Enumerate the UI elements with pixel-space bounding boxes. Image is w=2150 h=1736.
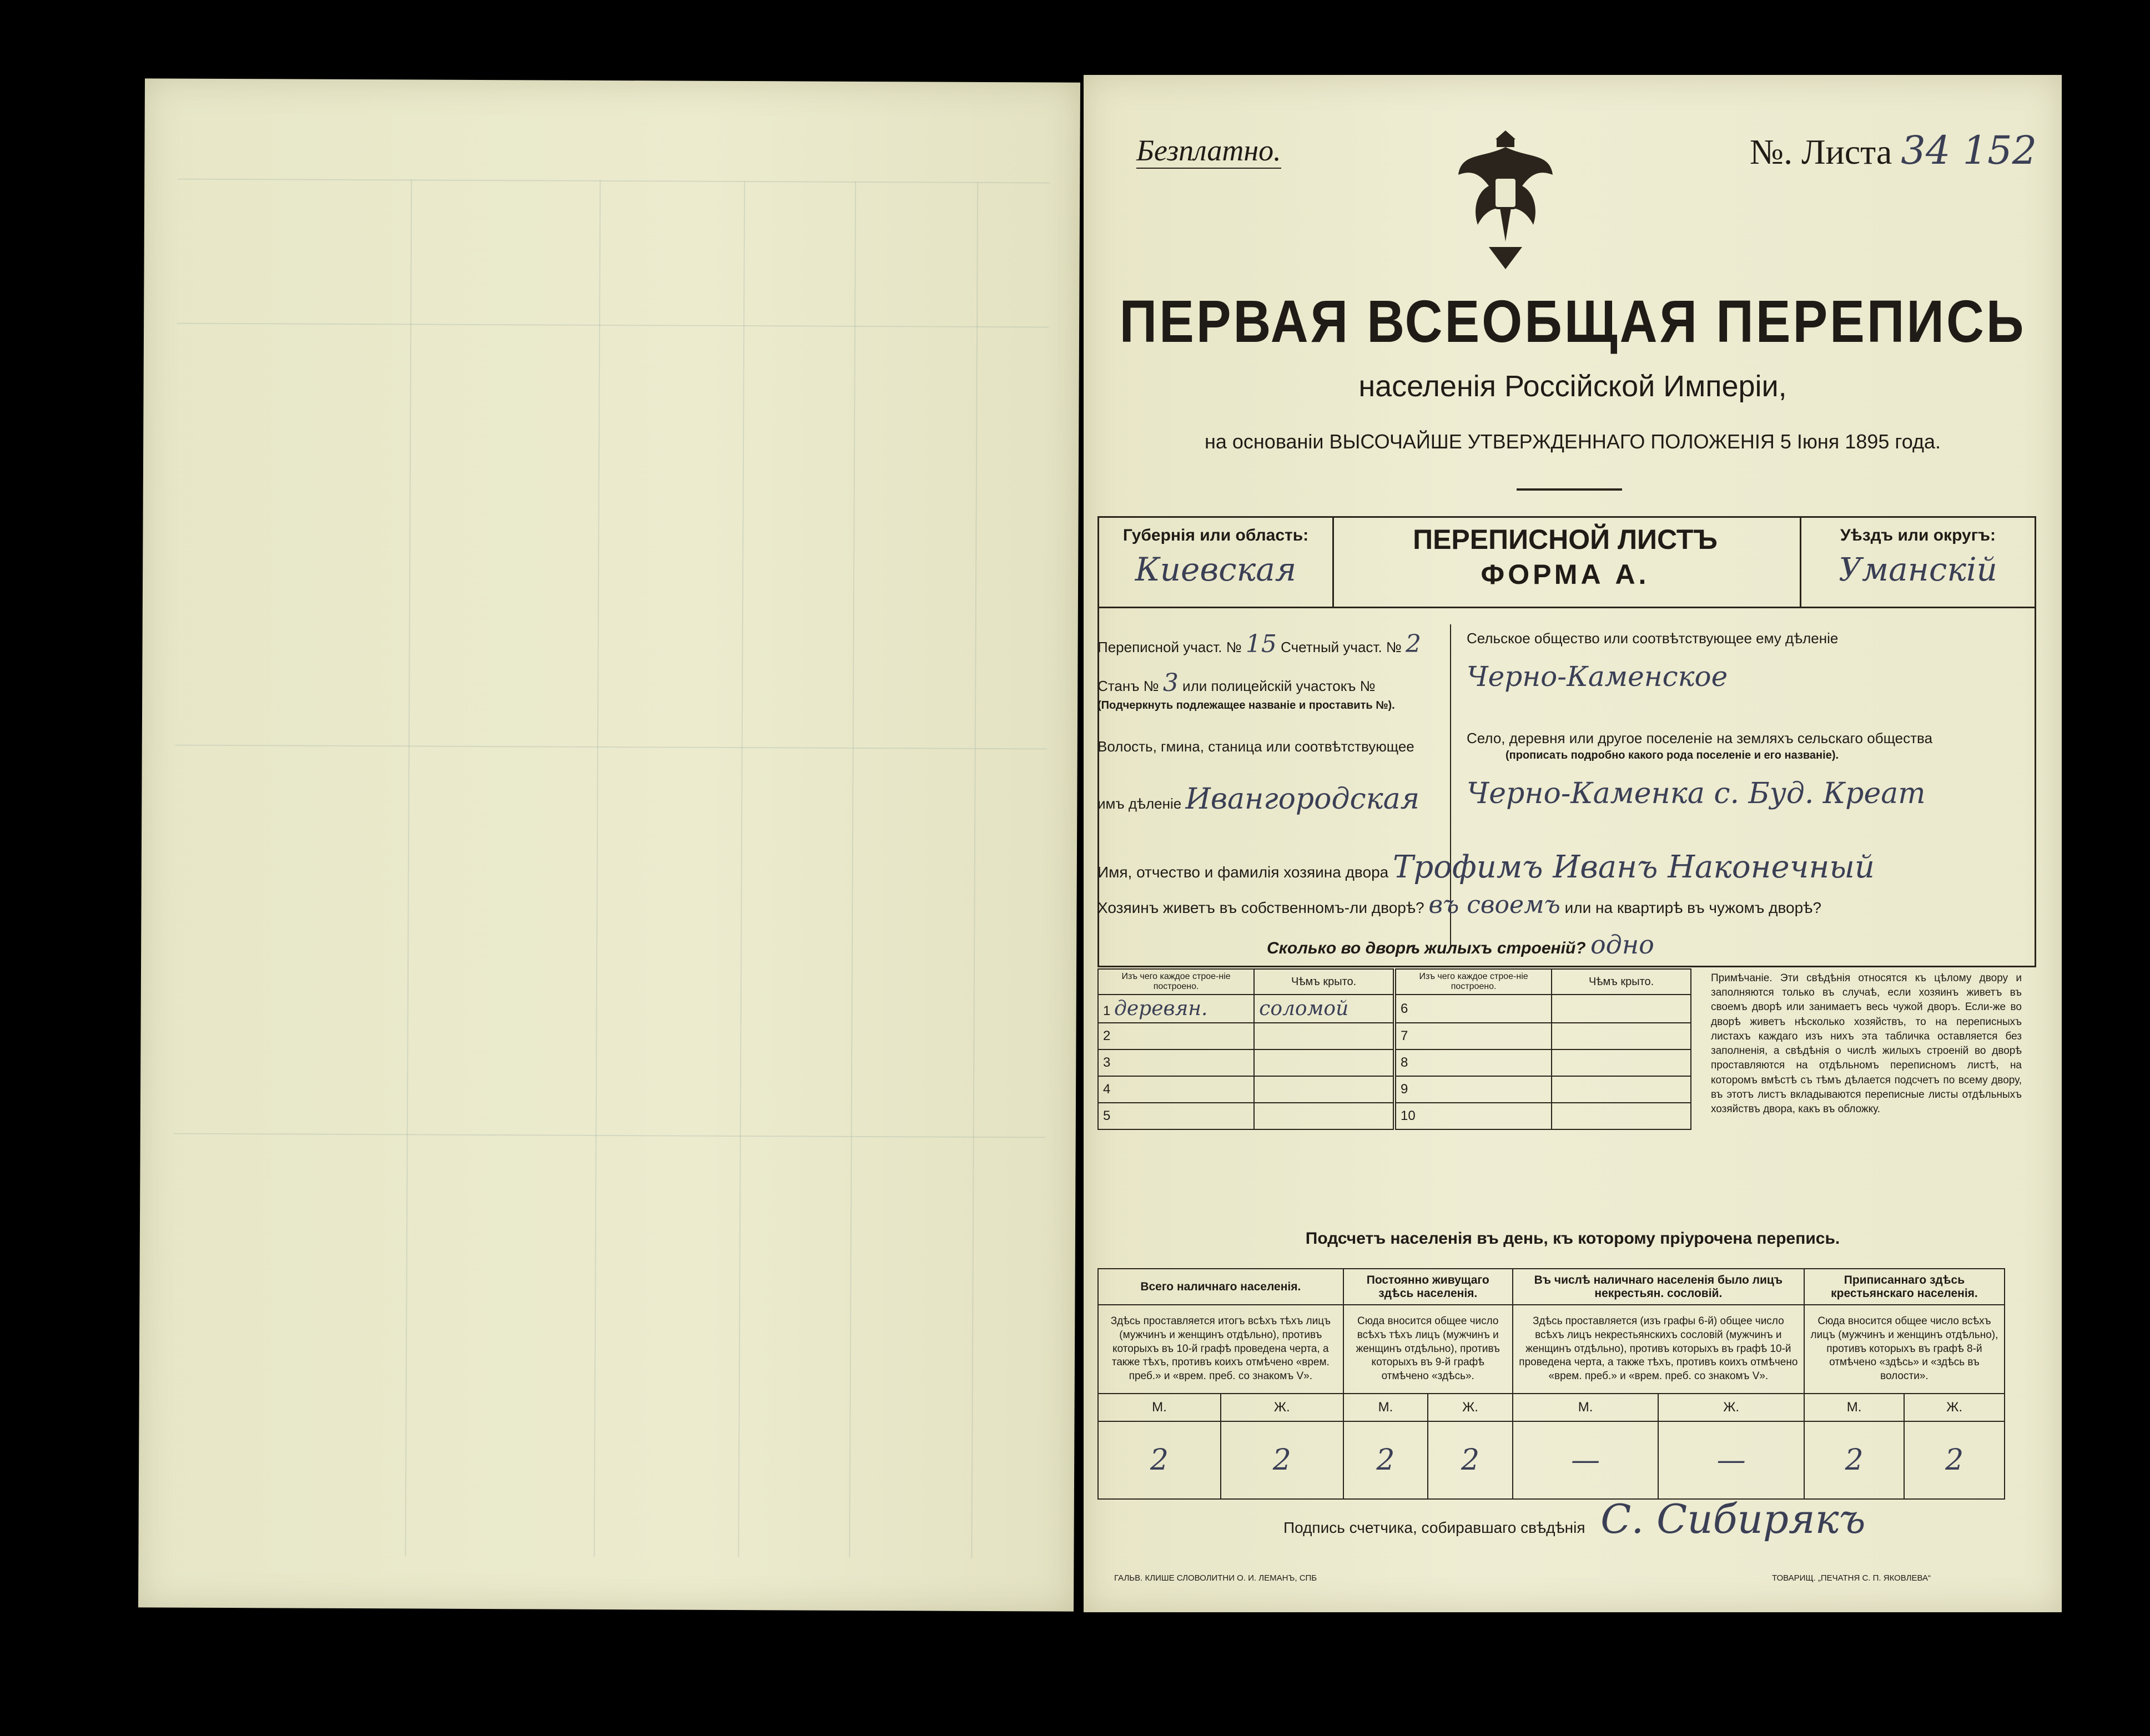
selo-label: Село, деревня или другое поселеніе на земляхъ сельскаго общества (1467, 730, 1933, 746)
faint-rule (178, 179, 1049, 184)
guberniya-box (1097, 516, 1334, 608)
faint-rule (849, 181, 856, 1558)
row-number: 5 (1103, 1108, 1111, 1123)
underline-note: (Подчеркнуть подлежащее названіе и проставить №). (1097, 699, 1395, 711)
uchastok-label: Переписной участ. № (1097, 639, 1242, 655)
double-headed-eagle-icon (1456, 125, 1555, 280)
row-number: 4 (1103, 1082, 1111, 1097)
summary-title: Подсчетъ населенія въ день, къ которому пріурочена перепись. (1305, 1229, 1840, 1248)
summary-col-desc: Здѣсь проставляется (изъ графы 6-й) общее число всѣхъ лицъ некрестьянскихъ сословій (мужчинъ и женщинъ отдѣльно), противъ которыхъ въ графѣ 10-й проведена черта, а также тѣхъ, противъ коихъ отмѣчено «врем. преб.» и «врем. преб. со знакомъ V». (1513, 1305, 1804, 1394)
sheet-number-hand: 34 152 (1901, 128, 2037, 173)
buildings-row (1267, 930, 1654, 960)
m-label: М. (1098, 1394, 1221, 1421)
table-row (1098, 995, 1691, 1023)
signature-value: С. Сибирякъ (1600, 1496, 1866, 1542)
free-label (1136, 133, 1281, 169)
uchastok-value: 15 (1245, 630, 1277, 658)
m-label: М. (1343, 1394, 1428, 1421)
schetny-value: 2 (1406, 630, 1422, 658)
document-subtitle: населенія Россійской Имперіи, (1358, 370, 1787, 403)
lives-row (1097, 891, 1821, 919)
faint-rule (405, 179, 412, 1556)
signature-label: Подпись счетчика, собиравшаго свѣдѣнія (1283, 1519, 1585, 1536)
uezd-value: Уманскій (1839, 551, 1997, 588)
volost-row (1097, 783, 1419, 816)
lives-label: Хозяинъ живетъ въ собственномъ-ли дворѣ? (1097, 899, 1424, 916)
f-label: Ж. (1658, 1394, 1804, 1421)
stan-value: 3 (1162, 669, 1179, 697)
summary-col-desc: Сюда вносится общее число всѣхъ тѣхъ лицъ (мужчинъ и женщинъ отдѣльно), противъ которыхъ въ 9-й графѣ отмѣчено «здѣсь». (1343, 1305, 1513, 1394)
stan-row (1097, 669, 1375, 697)
signature-row (1283, 1496, 1866, 1542)
buildings-value: одно (1590, 930, 1654, 960)
census-form-page (1084, 75, 2062, 1612)
row-number: 9 (1400, 1082, 1408, 1097)
faint-rule (593, 180, 601, 1557)
table-row (1098, 1049, 1691, 1076)
table-row (1098, 1076, 1691, 1103)
row-number: 7 (1400, 1028, 1408, 1043)
guberniya-value: Киевская (1135, 551, 1297, 588)
faint-rule (175, 745, 1047, 750)
uezd-label: Уѣздъ или округъ: (1840, 526, 1996, 544)
faint-rule (738, 181, 745, 1557)
col-roof-header-2: Чѣмъ крыто. (1552, 969, 1691, 995)
form-title-line2: ФОРМА А. (1481, 559, 1650, 590)
schetny-label: Счетный участ. № (1281, 639, 1402, 655)
f-label: Ж. (1428, 1394, 1513, 1421)
selskoe-row (1467, 630, 1838, 647)
selskoe-value: Черно-Каменское (1467, 660, 1728, 693)
free-text: Безплатно. (1136, 133, 1281, 169)
row-number: 1 (1103, 1003, 1111, 1018)
f-label: Ж. (1904, 1394, 2005, 1421)
left-page (138, 78, 1080, 1611)
count-value: 2 (1343, 1421, 1428, 1499)
form-title-line1: ПЕРЕПИСНОЙ ЛИСТЪ (1413, 524, 1718, 555)
uezd-box (1800, 516, 2036, 608)
col-made-header-2: Изъ чего каждое строе-ніе построено. (1394, 969, 1552, 995)
owner-label: Имя, отчество и фамилія хозяина двора (1097, 864, 1389, 881)
legal-basis: на основаніи ВЫСОЧАЙШЕ УТВЕРЖДЕННАГО ПОЛОЖЕНІЯ 5 Іюня 1895 года. (1204, 430, 1941, 453)
volost-label: Волость, гмина, станица или соотвѣтствующее (1097, 738, 1414, 755)
uchastok-row (1097, 630, 1421, 658)
col-made-header: Изъ чего каждое строе-ніе построено. (1098, 969, 1254, 995)
stan-label: Станъ № (1097, 678, 1159, 694)
sheet-number-label: №. Листа (1750, 132, 1892, 171)
lives-value: въ своемъ (1428, 891, 1560, 919)
roof-value: соломой (1259, 997, 1349, 1020)
owner-row (1097, 849, 1875, 885)
buildings-table (1097, 968, 1691, 1130)
col-roof-header: Чѣмъ крыто. (1254, 969, 1394, 995)
document-title: ПЕРВАЯ ВСЕОБЩАЯ ПЕРЕПИСЬ (1119, 287, 2026, 355)
count-value: — (1513, 1421, 1659, 1499)
police-label: или полицейскій участокъ № (1182, 678, 1376, 694)
count-value: 2 (1428, 1421, 1513, 1499)
selo-note: (прописать подробно какого рода поселеніе и его названіе). (1505, 749, 1839, 761)
count-value: — (1658, 1421, 1804, 1499)
row-number: 8 (1400, 1055, 1408, 1070)
m-label: М. (1513, 1394, 1659, 1421)
guberniya-label: Губернія или область: (1122, 526, 1309, 544)
form-title-box (1331, 516, 1800, 608)
owner-value: Трофимъ Иванъ Наконечный (1393, 849, 1875, 885)
row-number: 2 (1103, 1028, 1111, 1043)
count-value: 2 (1098, 1421, 1221, 1499)
faint-rule (177, 323, 1049, 328)
volost-value: Ивангородская (1185, 783, 1420, 816)
count-value: 2 (1221, 1421, 1343, 1499)
table-row (1098, 1023, 1691, 1049)
count-value: 2 (1904, 1421, 2005, 1499)
selo-value: Черно-Каменка с. Буд. Креат (1467, 777, 1926, 810)
summary-table (1097, 1268, 2005, 1500)
count-value: 2 (1804, 1421, 1905, 1499)
summary-col-desc: Сюда вносится общее число всѣхъ лицъ (мужчинъ и женщинъ отдѣльно), противъ которыхъ въ графѣ 8-й отмѣчено «здѣсь» и «здѣсь въ волости». (1804, 1305, 2005, 1394)
note-text: Примѣчаніе. Эти свѣдѣнія относятся къ цѣлому двору и заполняются только въ случаѣ, если хозяинъ живетъ въ своемъ дворѣ или занимаетъ весь чужой дворъ. Если-же во дворѣ живетъ нѣсколько хозяйствъ, то на переписныхъ листахъ каждаго изъ нихъ эта табличка оставляется без заполненія, а свѣдѣнія о числѣ жилыхъ строеній во дворѣ проставляются на отдѣльномъ переписномъ листѣ, на которомъ вмѣстѣ съ тѣмъ дѣлается подсчетъ по всему двору, въ этотъ листъ вкладываются переписные листы отдѣльныхъ хозяйствъ двора, какъ въ обложку. (1711, 972, 2022, 1115)
summary-col-head: Постоянно живущаго здѣсь населенія. (1343, 1269, 1513, 1305)
summary-col-head: Въ числѣ наличнаго населенія было лицъ некрестьян. сословій. (1513, 1269, 1804, 1305)
summary-col-head: Всего наличнаго населенія. (1098, 1269, 1343, 1305)
faint-rule (971, 182, 978, 1558)
printer-left: ГАЛЬВ. КЛИШЕ СЛОВОЛИТНИ О. И. ЛЕМАНЪ, СПБ (1114, 1573, 1317, 1583)
m-label: М. (1804, 1394, 1905, 1421)
summary-col-desc: Здѣсь проставляется итогъ всѣхъ тѣхъ лицъ (мужчинъ и женщинъ отдѣльно), противъ которыхъ въ 10-й графѣ проведена черта, а также тѣхъ, противъ коихъ отмѣчено «врем. преб.» и «врем. преб. со знакомъ V». (1098, 1305, 1343, 1394)
row-number: 10 (1400, 1108, 1416, 1123)
row-number: 3 (1103, 1055, 1111, 1070)
printer-right: ТОВАРИЩ. „ПЕЧАТНЯ С. П. ЯКОВЛЕВА“ (1772, 1573, 1931, 1583)
table-row (1098, 1103, 1691, 1129)
selskoe-label: Сельское общество или соотвѣтствующее ему дѣленіе (1467, 630, 1839, 647)
lives-label2: или на квартирѣ въ чужомъ дворѣ? (1564, 899, 1821, 916)
sheet-number (1750, 128, 2037, 173)
buildings-label: Сколько во дворѣ жилыхъ строеній? (1267, 939, 1586, 957)
volost-label2: имъ дѣленіе (1097, 795, 1182, 812)
summary-col-head: Приписаннаго здѣсь крестьянскаго населенія. (1804, 1269, 2005, 1305)
ornament-divider (1517, 488, 1622, 491)
f-label: Ж. (1221, 1394, 1343, 1421)
faint-rule (174, 1133, 1045, 1138)
row-number: 6 (1400, 1001, 1408, 1016)
made-value: деревян. (1114, 997, 1208, 1020)
